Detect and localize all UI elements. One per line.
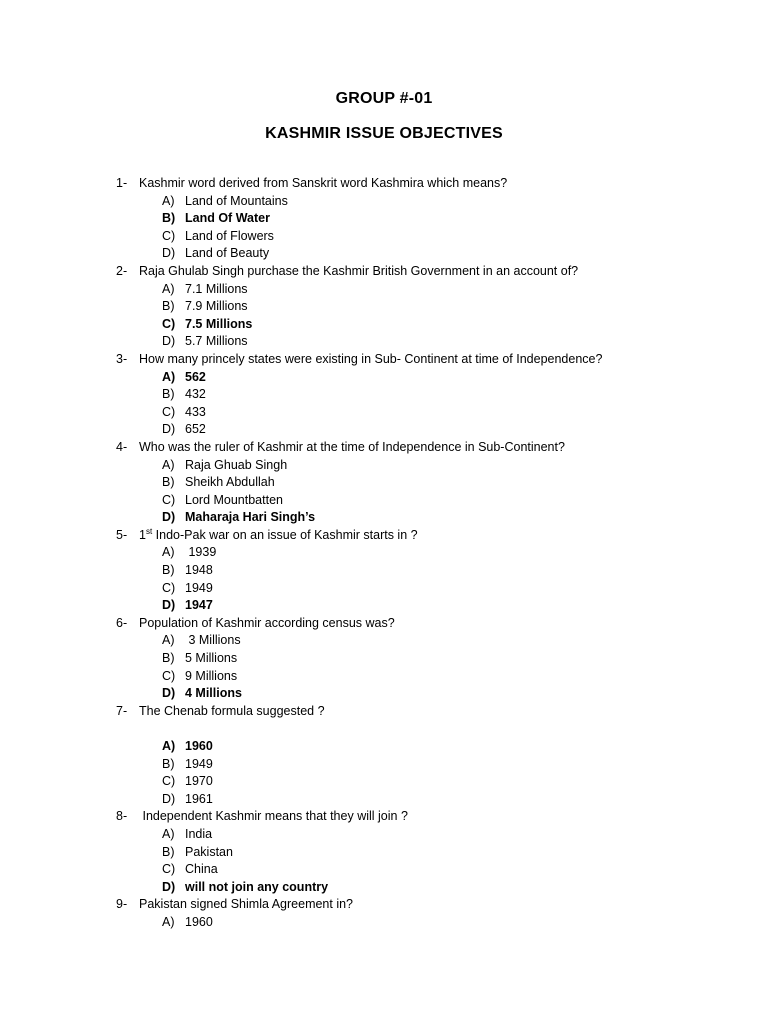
question-text: Kashmir word derived from Sanskrit word Kashmira which means? bbox=[139, 176, 508, 190]
option-text: Pakistan bbox=[185, 844, 233, 859]
option-label: B) bbox=[162, 475, 175, 490]
option-label: B) bbox=[162, 563, 175, 578]
option-8a bbox=[116, 826, 736, 844]
option-2a bbox=[116, 281, 736, 299]
option-1b bbox=[116, 210, 736, 228]
option-text: Lord Mountbatten bbox=[185, 492, 283, 507]
option-3b bbox=[116, 386, 736, 404]
option-6b bbox=[116, 650, 736, 668]
question-number: 7- bbox=[116, 703, 128, 718]
question-text-prefix: 1 bbox=[139, 527, 146, 542]
option-text: will not join any country bbox=[185, 879, 329, 894]
option-label: D) bbox=[162, 791, 176, 806]
question-number: 6- bbox=[116, 615, 128, 630]
question-1 bbox=[116, 175, 736, 193]
option-text: 4 Millions bbox=[185, 686, 242, 701]
question-text: Independent Kashmir means that they will join ? bbox=[139, 809, 408, 824]
question-2 bbox=[116, 263, 736, 281]
option-5a bbox=[116, 544, 736, 562]
option-7d bbox=[116, 791, 736, 809]
option-text: 3 Millions bbox=[185, 633, 241, 648]
question-number: 9- bbox=[116, 897, 128, 912]
question-text-suffix: Indo-Pak war on an issue of Kashmir starts in ? bbox=[152, 527, 418, 542]
question-text: How many princely states were existing in Sub- Continent at time of Independence? bbox=[139, 351, 603, 366]
option-8b bbox=[116, 844, 736, 862]
option-label: B) bbox=[162, 651, 175, 666]
option-label: D) bbox=[162, 334, 176, 349]
option-8c bbox=[116, 861, 736, 879]
option-4c bbox=[116, 492, 736, 510]
option-label: B) bbox=[162, 387, 175, 402]
option-label: A) bbox=[162, 545, 175, 560]
question-text: Pakistan signed Shimla Agreement in? bbox=[139, 897, 354, 912]
option-2c bbox=[116, 316, 736, 334]
option-label: A) bbox=[162, 914, 175, 929]
option-2d bbox=[116, 333, 736, 351]
option-8d bbox=[116, 879, 736, 897]
option-text: 7.5 Millions bbox=[185, 316, 253, 331]
option-text: Sheikh Abdullah bbox=[185, 475, 275, 490]
option-text: 562 bbox=[185, 369, 206, 384]
option-3c bbox=[116, 404, 736, 422]
option-1c bbox=[116, 228, 736, 246]
option-text: Land of Mountains bbox=[185, 193, 288, 208]
question-9 bbox=[116, 896, 736, 914]
option-2b bbox=[116, 298, 736, 316]
option-6a bbox=[116, 632, 736, 650]
question-number: 1- bbox=[116, 176, 128, 190]
option-text: 1948 bbox=[185, 563, 213, 578]
option-4b bbox=[116, 474, 736, 492]
option-label: C) bbox=[162, 862, 176, 877]
blank-line bbox=[116, 720, 736, 738]
option-5d bbox=[116, 597, 736, 615]
option-text: 1961 bbox=[185, 791, 213, 806]
option-label: A) bbox=[162, 457, 175, 472]
option-label: B) bbox=[162, 211, 176, 226]
option-text: 652 bbox=[185, 422, 206, 437]
option-text: 9 Millions bbox=[185, 668, 238, 683]
option-text: 433 bbox=[185, 404, 206, 419]
option-5b bbox=[116, 562, 736, 580]
option-label: C) bbox=[162, 668, 176, 683]
option-1a bbox=[116, 193, 736, 211]
option-label: D) bbox=[162, 246, 176, 261]
option-5c bbox=[116, 580, 736, 598]
option-text: 7.9 Millions bbox=[185, 299, 248, 314]
option-text: 5.7 Millions bbox=[185, 334, 248, 349]
option-label: A) bbox=[162, 739, 176, 753]
option-text: Land Of Water bbox=[185, 211, 270, 226]
question-number: 5- bbox=[116, 527, 128, 542]
option-7a bbox=[116, 738, 736, 756]
option-label: A) bbox=[162, 369, 176, 384]
option-label: A) bbox=[162, 826, 175, 841]
question-number: 3- bbox=[116, 351, 128, 366]
option-text: 432 bbox=[185, 387, 206, 402]
option-label: D) bbox=[162, 510, 176, 525]
option-3a bbox=[116, 369, 736, 387]
option-text: 5 Millions bbox=[185, 651, 238, 666]
option-label: B) bbox=[162, 756, 175, 771]
question-3 bbox=[116, 351, 736, 369]
question-7 bbox=[116, 703, 736, 721]
option-text: Land of Beauty bbox=[185, 246, 270, 261]
option-7c bbox=[116, 773, 736, 791]
option-1d bbox=[116, 245, 736, 263]
option-label: B) bbox=[162, 299, 175, 314]
question-text: Population of Kashmir according census was? bbox=[139, 615, 395, 630]
option-label: A) bbox=[162, 193, 175, 208]
option-text: Maharaja Hari Singh’s bbox=[185, 510, 316, 525]
option-label: C) bbox=[162, 580, 176, 595]
option-4a bbox=[116, 457, 736, 475]
option-text: 1939 bbox=[185, 545, 217, 560]
question-list bbox=[116, 175, 736, 932]
option-label: D) bbox=[162, 879, 176, 894]
option-text: 1949 bbox=[185, 756, 213, 771]
option-label: C) bbox=[162, 228, 176, 243]
group-heading: GROUP #-01 bbox=[335, 90, 433, 107]
option-6d bbox=[116, 685, 736, 703]
question-6 bbox=[116, 615, 736, 633]
question-number: 4- bbox=[116, 439, 128, 454]
question-text: Raja Ghulab Singh purchase the Kashmir British Government in an account of? bbox=[139, 263, 579, 278]
option-7b bbox=[116, 756, 736, 774]
question-number: 8- bbox=[116, 809, 128, 824]
option-label: C) bbox=[162, 774, 176, 789]
option-label: D) bbox=[162, 686, 176, 701]
question-text: The Chenab formula suggested ? bbox=[139, 703, 325, 718]
option-label: C) bbox=[162, 316, 176, 331]
option-text: 1960 bbox=[185, 914, 213, 929]
option-label: A) bbox=[162, 633, 175, 648]
option-text: 1960 bbox=[185, 739, 213, 753]
question-text bbox=[139, 527, 418, 545]
option-text: 1947 bbox=[185, 598, 213, 613]
option-4d bbox=[116, 509, 736, 527]
question-5 bbox=[116, 527, 736, 545]
option-label: D) bbox=[162, 422, 176, 437]
option-3d bbox=[116, 421, 736, 439]
option-text: 7.1 Millions bbox=[185, 281, 248, 296]
option-label: C) bbox=[162, 404, 176, 419]
question-4 bbox=[116, 439, 736, 457]
option-label: A) bbox=[162, 281, 175, 296]
option-text: India bbox=[185, 826, 213, 841]
question-8 bbox=[116, 808, 736, 826]
option-text: China bbox=[185, 862, 218, 877]
option-text: Raja Ghuab Singh bbox=[185, 457, 288, 472]
option-label: B) bbox=[162, 844, 175, 859]
option-text: Land of Flowers bbox=[185, 228, 274, 243]
option-9a bbox=[116, 914, 736, 932]
ordinal-suffix: st bbox=[145, 526, 153, 536]
option-text: 1970 bbox=[185, 774, 213, 789]
option-6c bbox=[116, 668, 736, 686]
question-text: Who was the ruler of Kashmir at the time of Independence in Sub-Continent? bbox=[139, 439, 565, 454]
question-number: 2- bbox=[116, 263, 128, 278]
option-label: C) bbox=[162, 492, 176, 507]
option-text: 1949 bbox=[185, 580, 213, 595]
document-title: KASHMIR ISSUE OBJECTIVES bbox=[265, 125, 503, 142]
option-label: D) bbox=[162, 598, 176, 613]
